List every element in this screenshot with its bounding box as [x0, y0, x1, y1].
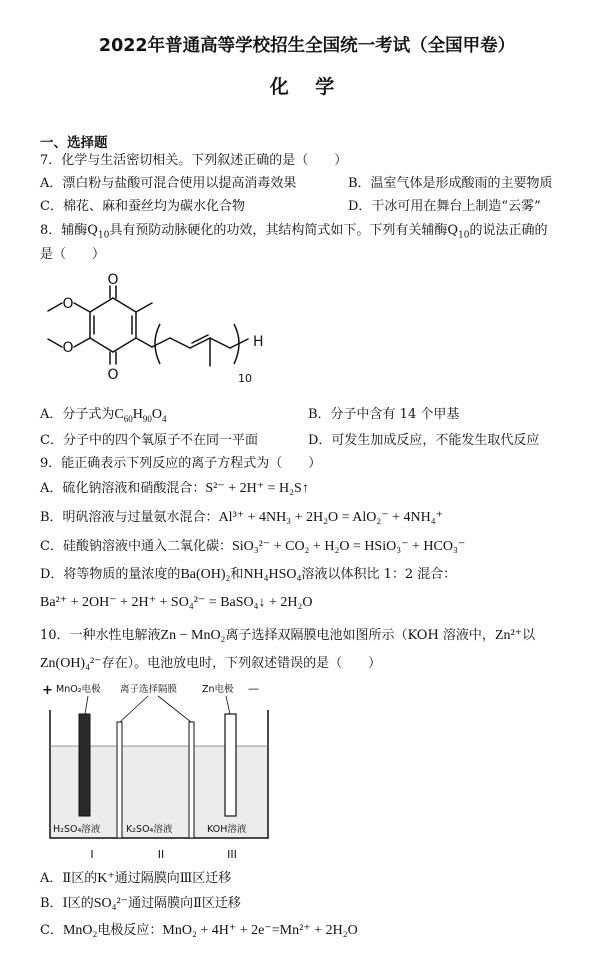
oxygen-count: 4: [161, 413, 167, 424]
ion-selective-membrane-1: [117, 722, 122, 838]
carbon-count: 60: [123, 413, 133, 424]
zn-electrode: [225, 714, 236, 816]
coenzyme-q10-structure: [40, 272, 280, 396]
q10-stem-chem: Zn²⁺: [494, 628, 523, 643]
q10-option-b-text: B．Ⅰ区的: [40, 896, 94, 911]
region-1-label: I: [90, 848, 94, 861]
q10-option-c-text: 电极反应：: [97, 923, 163, 938]
leader-line: [120, 696, 148, 722]
q8-formula: [114, 407, 166, 422]
battery-diagram: [40, 680, 280, 866]
q8-option-a-text: A．分子式为: [40, 407, 115, 422]
q9-option-a-text: A．硫化钠溶液和硝酸混合：: [40, 481, 206, 496]
q7-option-a: A．漂白粉与盐酸可混合使用以提高消毒效果: [40, 176, 297, 191]
q9-option-b-equation: Al³⁺ + 4NH₃ + 2H₂O = AlO₂⁻ + 4NH₄⁺: [218, 510, 444, 525]
q10-option-a-text: 通过隔膜向Ⅲ区迁移: [114, 871, 232, 886]
q10-stem: [40, 627, 535, 645]
oxygen-atom-label: O: [107, 272, 119, 288]
q9-option-a-equation: S²⁻ + 2H⁺ = H₂S↑: [205, 481, 309, 496]
q10-option-c-text: C．: [40, 923, 63, 938]
section-heading: 一、选择题: [40, 135, 108, 151]
q9-option-d-text: 溶液以体积比 1：2 混合：: [301, 567, 457, 582]
region-3-label: III: [227, 848, 237, 861]
q10-stem-text: 10．一种水性电解液: [40, 628, 161, 643]
oxygen-atom-label: O: [62, 296, 74, 312]
carbon-symbol: C: [114, 407, 124, 422]
q9-option-c-text: C．硅酸钠溶液中通入二氧化碳：: [40, 539, 232, 554]
q9-option-d-text: D．将等物质的量浓度的: [40, 567, 181, 582]
q9-option-d-chem: Ba(OH)₂: [180, 567, 231, 582]
q9-option-d-text: 和: [230, 567, 244, 582]
q7-option-d: D．干冰可用在舞台上制造“云雾”: [348, 199, 541, 214]
q8-stem: [40, 222, 548, 240]
q8-stem-line2: 是（ ）: [40, 247, 106, 262]
q10-stem-chem: Zn(OH)₄²⁻: [40, 656, 102, 671]
leader-line: [158, 696, 191, 722]
q9-option-d-equation-text: Ba²⁺ + 2OH⁻ + 2H⁺ + SO₄²⁻ = BaSO₄↓ + 2H₂O: [40, 595, 313, 610]
positive-terminal-label: +: [42, 683, 53, 698]
q10-stem-text: 存在）。电池放电时，下列叙述错误的是（ ）: [101, 656, 382, 671]
hydrogen-end-label: H: [253, 334, 264, 350]
leader-line: [85, 696, 88, 714]
hydrogen-count: 90: [142, 413, 152, 424]
zn-electrode-label: Zn电极: [202, 684, 234, 695]
q10-option-b: [40, 895, 241, 913]
k2so4-solution-label: K₂SO₄溶液: [126, 824, 173, 835]
q10-stem-text: 离子选择双隔膜电池如图所示（KOH 溶液中，: [225, 628, 495, 643]
q9-option-b-text: B．明矾溶液与过量氨水混合：: [40, 510, 219, 525]
negative-terminal-label: —: [248, 682, 259, 695]
q8-stem-part: 8．辅酶Q: [40, 223, 98, 238]
q8-option-b: B．分子中含有 14 个甲基: [308, 407, 460, 422]
region-2-label: II: [157, 848, 165, 861]
subject-title: 化 学: [269, 76, 345, 98]
q8-stem-part: 具有预防动脉硬化的功效，其结构简式如下。下列有关辅酶Q: [109, 223, 459, 238]
q9-stem: 9．能正确表示下列反应的离子方程式为（ ）: [40, 456, 322, 471]
q10-stem-line2: [40, 655, 381, 673]
q9-option-a: [40, 480, 309, 498]
q9-option-c: [40, 538, 465, 556]
hydrogen-symbol: H: [132, 407, 143, 422]
q8-option-d: D．可发生加成反应，不能发生取代反应: [308, 433, 540, 448]
q10-option-a-chem: K⁺: [97, 871, 115, 886]
oxygen-symbol: O: [151, 407, 162, 422]
q10-option-b-chem: SO₄²⁻: [93, 896, 129, 911]
oxygen-atom-label: O: [62, 340, 74, 356]
q10-option-c: [40, 922, 358, 940]
q9-option-b: [40, 509, 443, 527]
q8-subscript: 10: [97, 230, 110, 241]
q8-stem-part: 的说法正确的: [469, 223, 548, 238]
mno2-electrode: [79, 714, 90, 816]
exam-title: 2022年普通高等学校招生全国统一考试（全国甲卷）: [98, 36, 516, 56]
koh-solution-label: KOH溶液: [207, 824, 247, 835]
q8-subscript: 10: [458, 230, 470, 241]
q9-option-c-equation: SiO₃²⁻ + CO₂ + H₂O = HSiO₃⁻ + HCO₃⁻: [231, 539, 466, 554]
q8-option-a: [40, 406, 166, 424]
q8-option-c: C．分子中的四个氧原子不在同一平面: [40, 433, 258, 448]
oxygen-atom-label: O: [107, 367, 119, 383]
repeat-count-label: 10: [238, 372, 252, 385]
q9-option-d-equation: [40, 594, 313, 612]
q10-option-c-chem: MnO₂: [62, 923, 98, 938]
q9-option-d-chem: NH₄HSO₄: [243, 567, 302, 582]
h2so4-solution-label: H₂SO₄溶液: [53, 824, 101, 835]
q9-option-d: [40, 566, 456, 584]
q7-option-c: C．棉花、麻和蚕丝均为碳水化合物: [40, 199, 245, 214]
ion-selective-membrane-2: [189, 722, 194, 838]
q10-option-b-text: 通过隔膜向Ⅱ区迁移: [128, 896, 241, 911]
membrane-label: 离子选择隔膜: [120, 684, 178, 695]
q10-option-c-equation: MnO₂ + 4H⁺ + 2e⁻=Mn²⁺ + 2H₂O: [162, 923, 358, 938]
q7-stem: 7．化学与生活密切相关。下列叙述正确的是（ ）: [40, 153, 348, 168]
q10-stem-text: 以: [522, 628, 536, 643]
q10-stem-chem: Zn − MnO₂: [160, 628, 226, 643]
q10-option-a: [40, 870, 231, 888]
leader-line: [226, 696, 230, 714]
q7-option-b: B．温室气体是形成酸雨的主要物质: [348, 176, 553, 191]
q10-option-a-text: A．Ⅱ区的: [40, 871, 98, 886]
mno2-electrode-label: MnO₂电极: [56, 684, 101, 695]
